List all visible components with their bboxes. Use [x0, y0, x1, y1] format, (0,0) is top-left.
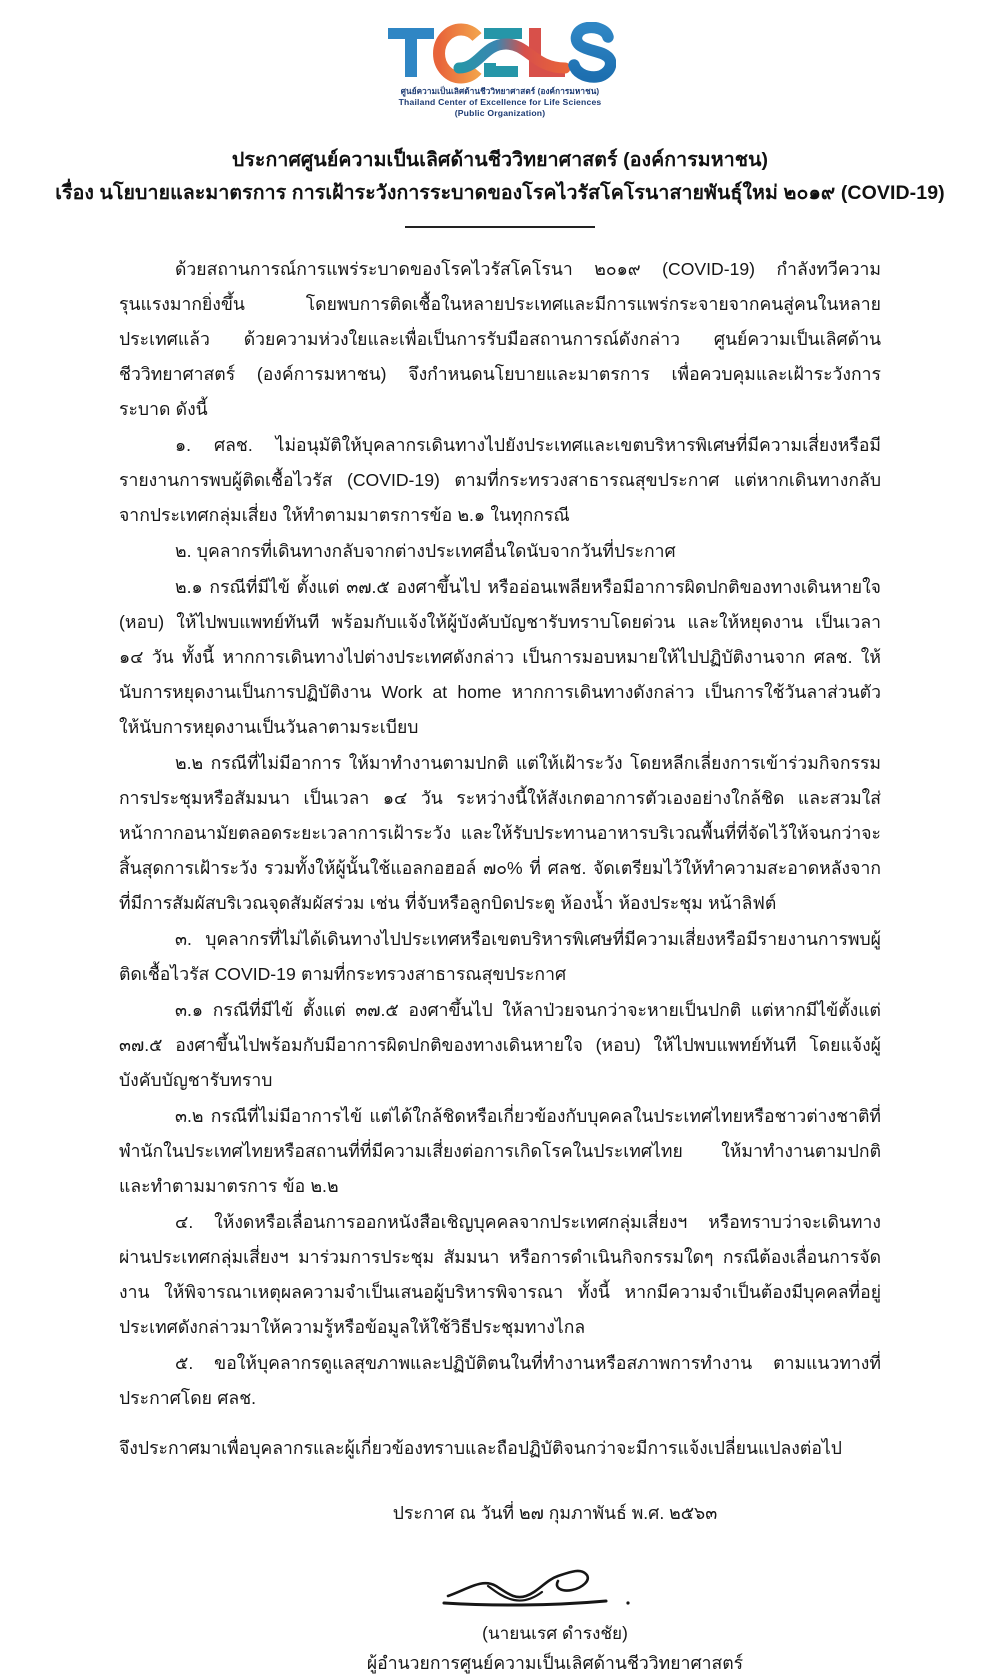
body-spacer	[119, 1417, 881, 1431]
announcement-date: ประกาศ ณ วันที่ ๒๗ กุมภาพันธ์ พ.ศ. ๒๕๖๓	[392, 1503, 718, 1524]
paragraph-item-2-2: ๒.๒ กรณีที่ไม่มีอาการ ให้มาทำงานตามปกติ แต่ให้เฝ้าระวัง โดยหลีกเลี่ยงการเข้าร่วมกิจกรรมการประชุมหรือสัมมนา เป็นเวลา ๑๔ วัน ระหว่างนี้ให้สังเกตอาการตัวเองอย่างใกล้ชิด และสวมใส่หน้ากากอนามัยตลอดระยะเวลาการเฝ้าระวัง และให้รับประทานอาหารบริเวณพื้นที่ที่จัดไว้ให้จนกว่าจะสิ้นสุดการเฝ้าระวัง รวมทั้งให้ผู้นั้นใช้แอลกอฮอล์ ๗๐% ที่ ศลช. จัดเตรียมไว้ให้ทำความสะอาดหลังจากที่มีการสัมผัสบริเวณจุดสัมผัสร่วม เช่น ที่จับหรือลูกบิดประตู ห้องน้ำ ห้องประชุม หน้าลิฟต์	[119, 753, 881, 914]
paragraph-item-3: ๓. บุคลากรที่ไม่ได้เดินทางไปประเทศหรือเขตบริหารพิเศษที่มีความเสี่ยงหรือมีรายงานการพบผู้ติดเชื้อไวรัส COVID-19 ตามที่กระทรวงสาธารณสุขประกาศ	[119, 929, 881, 985]
horizontal-divider	[405, 226, 595, 228]
paragraph-item-5: ๕. ขอให้บุคลากรดูแลสุขภาพและปฏิบัติตนในที่ทำงานหรือสภาพการทำงาน ตามแนวทางที่ประกาศโดย ศลช.	[119, 1353, 881, 1409]
document-body	[119, 252, 881, 1466]
signature-block	[119, 1556, 881, 1678]
paragraph-closing: จึงประกาศมาเพื่อบุคลากรและผู้เกี่ยวข้องทราบและถือปฏิบัติจนกว่าจะมีการแจ้งเปลี่ยนแปลงต่อไป	[119, 1438, 842, 1459]
logo-subtitle-english-line1: Thailand Center of Excellence for Life Sciences	[398, 97, 602, 108]
page-title: ประกาศศูนย์ความเป็นเลิศด้านชีววิทยาศาสตร์ (องค์การมหาชน)	[231, 148, 769, 171]
paragraph-item-1: ๑. ศลช. ไม่อนุมัติให้บุคลากรเดินทางไปยังประเทศและเขตบริหารพิเศษที่มีความเสี่ยงหรือมีรายงานการพบผู้ติดเชื้อไวรัส (COVID-19) ตามที่กระทรวงสาธารณสุขประกาศ แต่หากเดินทางกลับจากประเทศกลุ่มเสี่ยง ให้ทำตามมาตรการข้อ ๒.๑ ในทุกกรณี	[119, 435, 881, 526]
page-subtitle: เรื่อง นโยบายและมาตรการ การเฝ้าระวังการระบาดของโรคไวรัสโคโรนาสายพันธุ์ใหม่ ๒๐๑๙ (COVID-19)	[55, 181, 945, 204]
document-title-block	[0, 146, 1000, 209]
paragraph-item-2-1: ๒.๑ กรณีที่มีไข้ ตั้งแต่ ๓๗.๕ องศาขึ้นไป หรืออ่อนเพลียหรือมีอาการผิดปกติของทางเดินหายใจ (หอบ) ให้ไปพบแพทย์ทันที พร้อมกับแจ้งให้ผู้บังคับบัญชารับทราบโดยด่วน และให้หยุดงาน เป็นเวลา ๑๔ วัน ทั้งนี้ หากการเดินทางไปต่างประเทศดังกล่าว เป็นการมอบหมายให้ไปปฏิบัติงานจาก ศลช. ให้นับการหยุดงานเป็นการปฏิบัติงาน Work at home หากการเดินทางดังกล่าว เป็นการใช้วันลาส่วนตัว ให้นับการหยุดงานเป็นวันลาตามระเบียบ	[119, 577, 881, 738]
logo-subtitle-english-line2: (Public Organization)	[454, 108, 546, 119]
title-divider-wrap	[0, 226, 1000, 228]
logo-subtitle-thai: ศูนย์ความเป็นเลิศด้านชีววิทยาศาสตร์ (องค์การมหาชน)	[400, 87, 600, 96]
paragraph-item-2: ๒. บุคลากรที่เดินทางกลับจากต่างประเทศอื่นใดนับจากวันที่ประกาศ	[175, 541, 676, 562]
paragraph-item-3-2: ๓.๒ กรณีที่ไม่มีอาการไข้ แต่ได้ใกล้ชิดหรือเกี่ยวข้องกับบุคคลในประเทศไทยหรือชาวต่างชาติที่พำนักในประเทศไทยหรือสถานที่ที่มีความเสี่ยงต่อการเกิดโรคในประเทศไทย ให้มาทำงานตามปกติ และทำตามมาตรการ ข้อ ๒.๒	[119, 1106, 881, 1197]
tcels-logo-wordmark-icon	[384, 22, 616, 84]
signer-name: (นายนเรศ ดำรงชัย)	[482, 1623, 628, 1644]
signer-role: ผู้อำนวยการศูนย์ความเป็นเลิศด้านชีววิทยาศาสตร์	[366, 1653, 744, 1674]
tcels-logo-block	[0, 0, 1000, 120]
paragraph-item-3-1: ๓.๑ กรณีที่มีไข้ ตั้งแต่ ๓๗.๕ องศาขึ้นไป ให้ลาป่วยจนกว่าจะหายเป็นปกติ แต่หากมีไข้ตั้งแต่ ๓๗.๕ องศาขึ้นไปพร้อมกับมีอาการผิดปกติของทางเดินหายใจ (หอบ) ให้ไปพบแพทย์ทันที โดยแจ้งผู้บังคับบัญชารับทราบ	[119, 1000, 881, 1091]
handwritten-signature-icon	[430, 1556, 680, 1622]
paragraph-intro: ด้วยสถานการณ์การแพร่ระบาดของโรคไวรัสโคโรนา ๒๐๑๙ (COVID-19) กำลังทวีความรุนแรงมากยิ่งขึ้น โดยพบการติดเชื้อในหลายประเทศและมีการแพร่กระจายจากคนสู่คนในหลายประเทศแล้ว ด้วยความห่วงใยและเพื่อเป็นการรับมือสถานการณ์ดังกล่าว ศูนย์ความเป็นเลิศด้านชีววิทยาศาสตร์ (องค์การมหาชน) จึงกำหนดนโยบายและมาตรการ เพื่อควบคุมและเฝ้าระวังการระบาด ดังนี้	[119, 259, 881, 420]
paragraph-item-4: ๔. ให้งดหรือเลื่อนการออกหนังสือเชิญบุคคลจากประเทศกลุ่มเสี่ยงฯ หรือทราบว่าจะเดินทางผ่านประเทศกลุ่มเสี่ยงฯ มาร่วมการประชุม สัมมนา หรือการดำเนินกิจกรรมใดๆ กรณีต้องเลื่อนการจัดงาน ให้พิจารณาเหตุผลความจำเป็นเสนอผู้บริหารพิจารณา ทั้งนี้ หากมีความจำเป็นต้องมีบุคคลที่อยู่ประเทศดังกล่าวมาให้ความรู้หรือข้อมูลให้ใช้วิธีประชุมทางไกล	[119, 1212, 881, 1338]
